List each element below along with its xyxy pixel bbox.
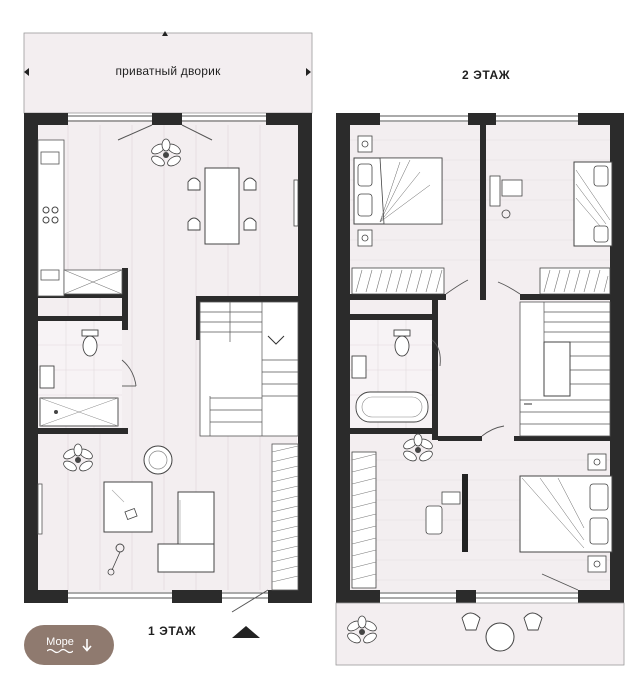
bathroom-floor-1 <box>38 321 136 428</box>
bathroom-floor-2 <box>350 320 440 428</box>
floor-1-plan <box>24 31 312 638</box>
private-yard-label: приватный дворик <box>115 64 221 78</box>
waves-icon <box>47 648 73 654</box>
sea-button-text-wrap <box>46 636 74 654</box>
sea-button-label: Море <box>46 636 74 648</box>
balcony <box>336 603 624 665</box>
arrow-down-icon <box>82 638 92 652</box>
floor-2-plan <box>336 113 624 665</box>
wardrobe-floor-1 <box>272 444 298 590</box>
triangle-up-icon <box>232 626 260 638</box>
wall-cabinet <box>294 180 298 226</box>
stairs-floor-2 <box>520 302 610 436</box>
sea-button[interactable] <box>24 625 114 665</box>
floor-1-label: 1 ЭТАЖ <box>148 624 197 638</box>
floor-2-label: 2 ЭТАЖ <box>462 68 511 82</box>
stairs-floor-1 <box>200 302 298 436</box>
